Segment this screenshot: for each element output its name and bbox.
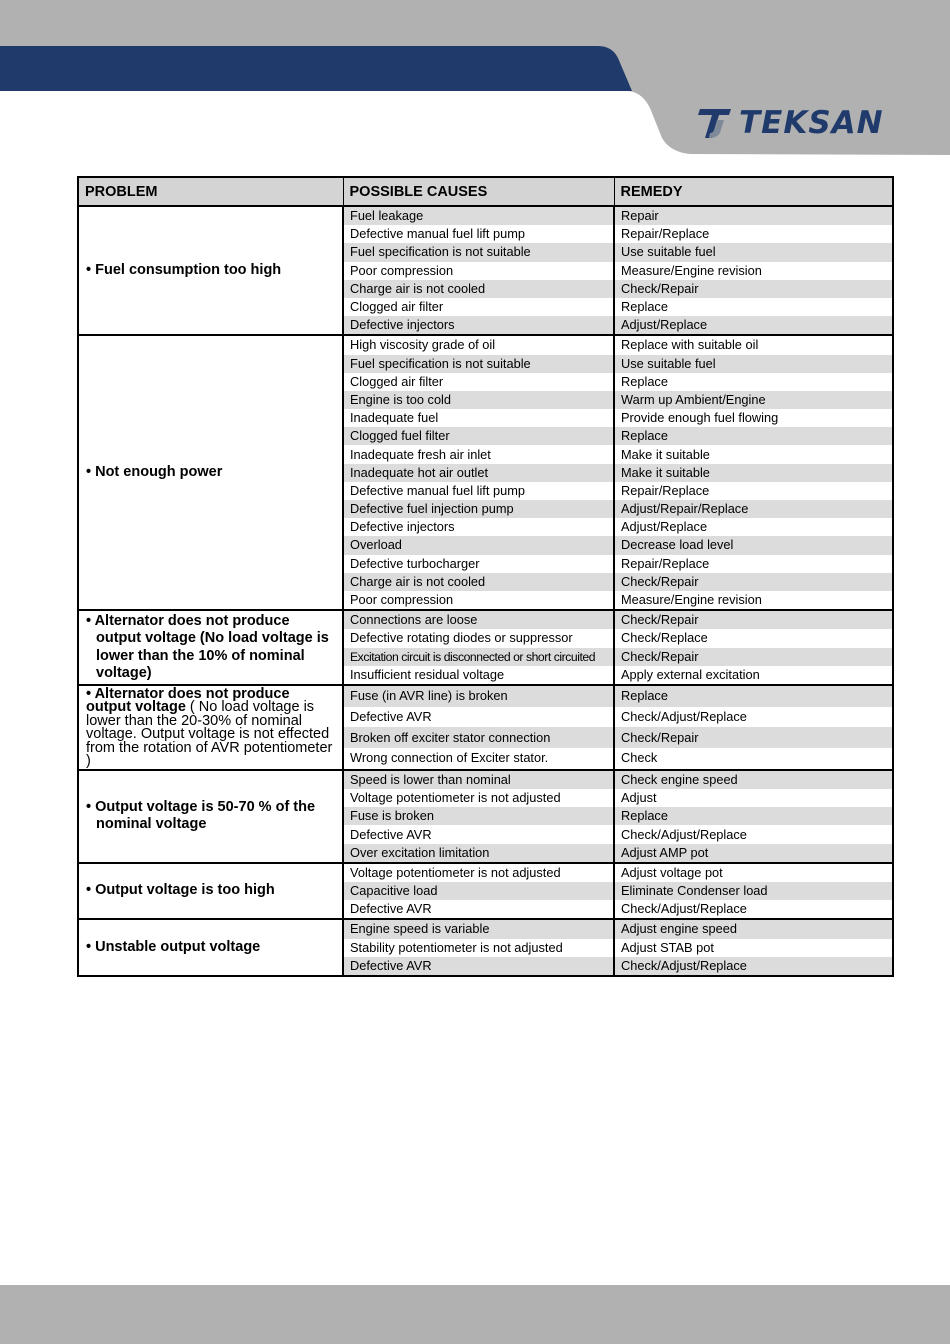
cause-cell: Speed is lower than nominal bbox=[343, 770, 614, 789]
remedy-cell: Measure/Engine revision bbox=[614, 262, 893, 280]
remedy-cell: Use suitable fuel bbox=[614, 355, 893, 373]
cause-cell: Defective manual fuel lift pump bbox=[343, 482, 614, 500]
remedy-cell: Use suitable fuel bbox=[614, 243, 893, 261]
cause-cell: Clogged fuel filter bbox=[343, 427, 614, 445]
remedy-cell: Check/Repair bbox=[614, 727, 893, 748]
cause-cell: Defective AVR bbox=[343, 957, 614, 976]
remedy-cell: Warm up Ambient/Engine bbox=[614, 391, 893, 409]
problem-label: • Alternator does not produce output voltage bbox=[86, 685, 290, 716]
remedy-cell: Make it suitable bbox=[614, 464, 893, 482]
remedy-cell: Apply external excitation bbox=[614, 666, 893, 685]
remedy-cell: Repair/Replace bbox=[614, 225, 893, 243]
remedy-cell: Check engine speed bbox=[614, 770, 893, 789]
cause-cell: Defective injectors bbox=[343, 316, 614, 335]
cause-cell: Inadequate fuel bbox=[343, 409, 614, 427]
teksan-logo bbox=[697, 106, 884, 140]
table-row bbox=[78, 335, 893, 354]
problem-label: • Fuel consumption too high bbox=[86, 261, 282, 278]
header-possible-causes: POSSIBLE CAUSES bbox=[343, 177, 614, 206]
cause-cell: Stability potentiometer is not adjusted bbox=[343, 939, 614, 957]
cause-cell: Defective AVR bbox=[343, 707, 614, 728]
cause-cell: High viscosity grade of oil bbox=[343, 335, 614, 354]
remedy-cell: Check/Adjust/Replace bbox=[614, 957, 893, 976]
cause-cell: Wrong connection of Exciter stator. bbox=[343, 748, 614, 770]
table-row bbox=[78, 770, 893, 789]
brand-name: TEKSAN bbox=[739, 105, 884, 141]
cause-cell: Fuel specification is not suitable bbox=[343, 243, 614, 261]
problem-note: ( No load voltage is lower than the 20-30% of nominal voltage. Output voltage is not effected from the rotation of AVR potentiometer ) bbox=[86, 699, 333, 770]
problem-label: • Output voltage is too high bbox=[86, 882, 275, 899]
page-footer bbox=[0, 1285, 950, 1344]
remedy-cell: Adjust bbox=[614, 789, 893, 807]
remedy-cell: Repair/Replace bbox=[614, 555, 893, 573]
table-row bbox=[78, 863, 893, 882]
remedy-cell: Check/Replace bbox=[614, 629, 893, 647]
cause-cell: Fuel leakage bbox=[343, 206, 614, 225]
remedy-cell: Adjust/Replace bbox=[614, 518, 893, 536]
cause-cell: Defective AVR bbox=[343, 900, 614, 919]
cause-cell: Over excitation limitation bbox=[343, 844, 614, 863]
problem-cell bbox=[78, 770, 343, 863]
remedy-cell: Adjust AMP pot bbox=[614, 844, 893, 863]
problem-cell bbox=[78, 863, 343, 920]
cause-cell: Insufficient residual voltage bbox=[343, 666, 614, 685]
remedy-cell: Repair/Replace bbox=[614, 482, 893, 500]
remedy-cell: Replace bbox=[614, 807, 893, 825]
remedy-cell: Adjust/Repair/Replace bbox=[614, 500, 893, 518]
problem-label: • Alternator does not produce output voltage (No load voltage is lower than the 10% of nominal voltage) bbox=[86, 612, 329, 681]
remedy-cell: Check/Repair bbox=[614, 648, 893, 666]
problem-label: • Not enough power bbox=[86, 463, 223, 480]
problem-label: • Unstable output voltage bbox=[86, 938, 261, 955]
remedy-cell: Replace bbox=[614, 298, 893, 316]
cause-cell: Defective manual fuel lift pump bbox=[343, 225, 614, 243]
remedy-cell: Adjust engine speed bbox=[614, 919, 893, 938]
cause-cell: Defective rotating diodes or suppressor bbox=[343, 629, 614, 647]
remedy-cell: Replace bbox=[614, 373, 893, 391]
remedy-cell: Decrease load level bbox=[614, 536, 893, 554]
remedy-cell: Adjust voltage pot bbox=[614, 863, 893, 882]
cause-cell: Poor compression bbox=[343, 591, 614, 610]
cause-cell: Voltage potentiometer is not adjusted bbox=[343, 863, 614, 882]
cause-cell: Defective injectors bbox=[343, 518, 614, 536]
remedy-cell: Replace bbox=[614, 685, 893, 707]
table-row bbox=[78, 685, 893, 707]
troubleshooting-table bbox=[77, 176, 894, 977]
problem-cell bbox=[78, 335, 343, 610]
remedy-cell: Check/Repair bbox=[614, 610, 893, 629]
cause-cell: Capacitive load bbox=[343, 882, 614, 900]
remedy-cell: Check/Adjust/Replace bbox=[614, 707, 893, 728]
remedy-cell: Replace bbox=[614, 427, 893, 445]
problem-cell bbox=[78, 610, 343, 685]
cause-cell: Charge air is not cooled bbox=[343, 280, 614, 298]
problem-label: • Output voltage is 50-70 % of the nominal voltage bbox=[86, 798, 316, 833]
cause-cell: Inadequate fresh air inlet bbox=[343, 445, 614, 463]
table-header-row bbox=[78, 177, 893, 206]
cause-cell: Voltage potentiometer is not adjusted bbox=[343, 789, 614, 807]
cause-cell: Excitation circuit is disconnected or short circuited bbox=[343, 648, 614, 666]
remedy-cell: Measure/Engine revision bbox=[614, 591, 893, 610]
cause-cell: Fuel specification is not suitable bbox=[343, 355, 614, 373]
cause-cell: Engine speed is variable bbox=[343, 919, 614, 938]
cause-cell: Inadequate hot air outlet bbox=[343, 464, 614, 482]
cause-cell: Defective fuel injection pump bbox=[343, 500, 614, 518]
remedy-cell: Check/Repair bbox=[614, 573, 893, 591]
remedy-cell: Replace with suitable oil bbox=[614, 335, 893, 354]
header-remedy: REMEDY bbox=[614, 177, 893, 206]
teksan-mark-icon bbox=[697, 106, 737, 140]
page-header bbox=[0, 0, 950, 175]
cause-cell: Defective turbocharger bbox=[343, 555, 614, 573]
remedy-cell: Adjust/Replace bbox=[614, 316, 893, 335]
cause-cell: Clogged air filter bbox=[343, 373, 614, 391]
cause-cell: Fuse (in AVR line) is broken bbox=[343, 685, 614, 707]
cause-cell: Defective AVR bbox=[343, 825, 614, 843]
problem-cell bbox=[78, 206, 343, 335]
remedy-cell: Repair bbox=[614, 206, 893, 225]
table-row bbox=[78, 206, 893, 225]
cause-cell: Poor compression bbox=[343, 262, 614, 280]
remedy-cell: Check/Adjust/Replace bbox=[614, 825, 893, 843]
table-row bbox=[78, 610, 893, 629]
remedy-cell: Check bbox=[614, 748, 893, 770]
cause-cell: Charge air is not cooled bbox=[343, 573, 614, 591]
remedy-cell: Provide enough fuel flowing bbox=[614, 409, 893, 427]
problem-cell bbox=[78, 919, 343, 976]
header-problem: PROBLEM bbox=[78, 177, 343, 206]
remedy-cell: Adjust STAB pot bbox=[614, 939, 893, 957]
cause-cell: Clogged air filter bbox=[343, 298, 614, 316]
remedy-cell: Check/Repair bbox=[614, 280, 893, 298]
remedy-cell: Eliminate Condenser load bbox=[614, 882, 893, 900]
table-row bbox=[78, 919, 893, 938]
cause-cell: Engine is too cold bbox=[343, 391, 614, 409]
cause-cell: Overload bbox=[343, 536, 614, 554]
cause-cell: Broken off exciter stator connection bbox=[343, 727, 614, 748]
remedy-cell: Make it suitable bbox=[614, 445, 893, 463]
remedy-cell: Check/Adjust/Replace bbox=[614, 900, 893, 919]
cause-cell: Connections are loose bbox=[343, 610, 614, 629]
cause-cell: Fuse is broken bbox=[343, 807, 614, 825]
problem-cell bbox=[78, 685, 343, 770]
